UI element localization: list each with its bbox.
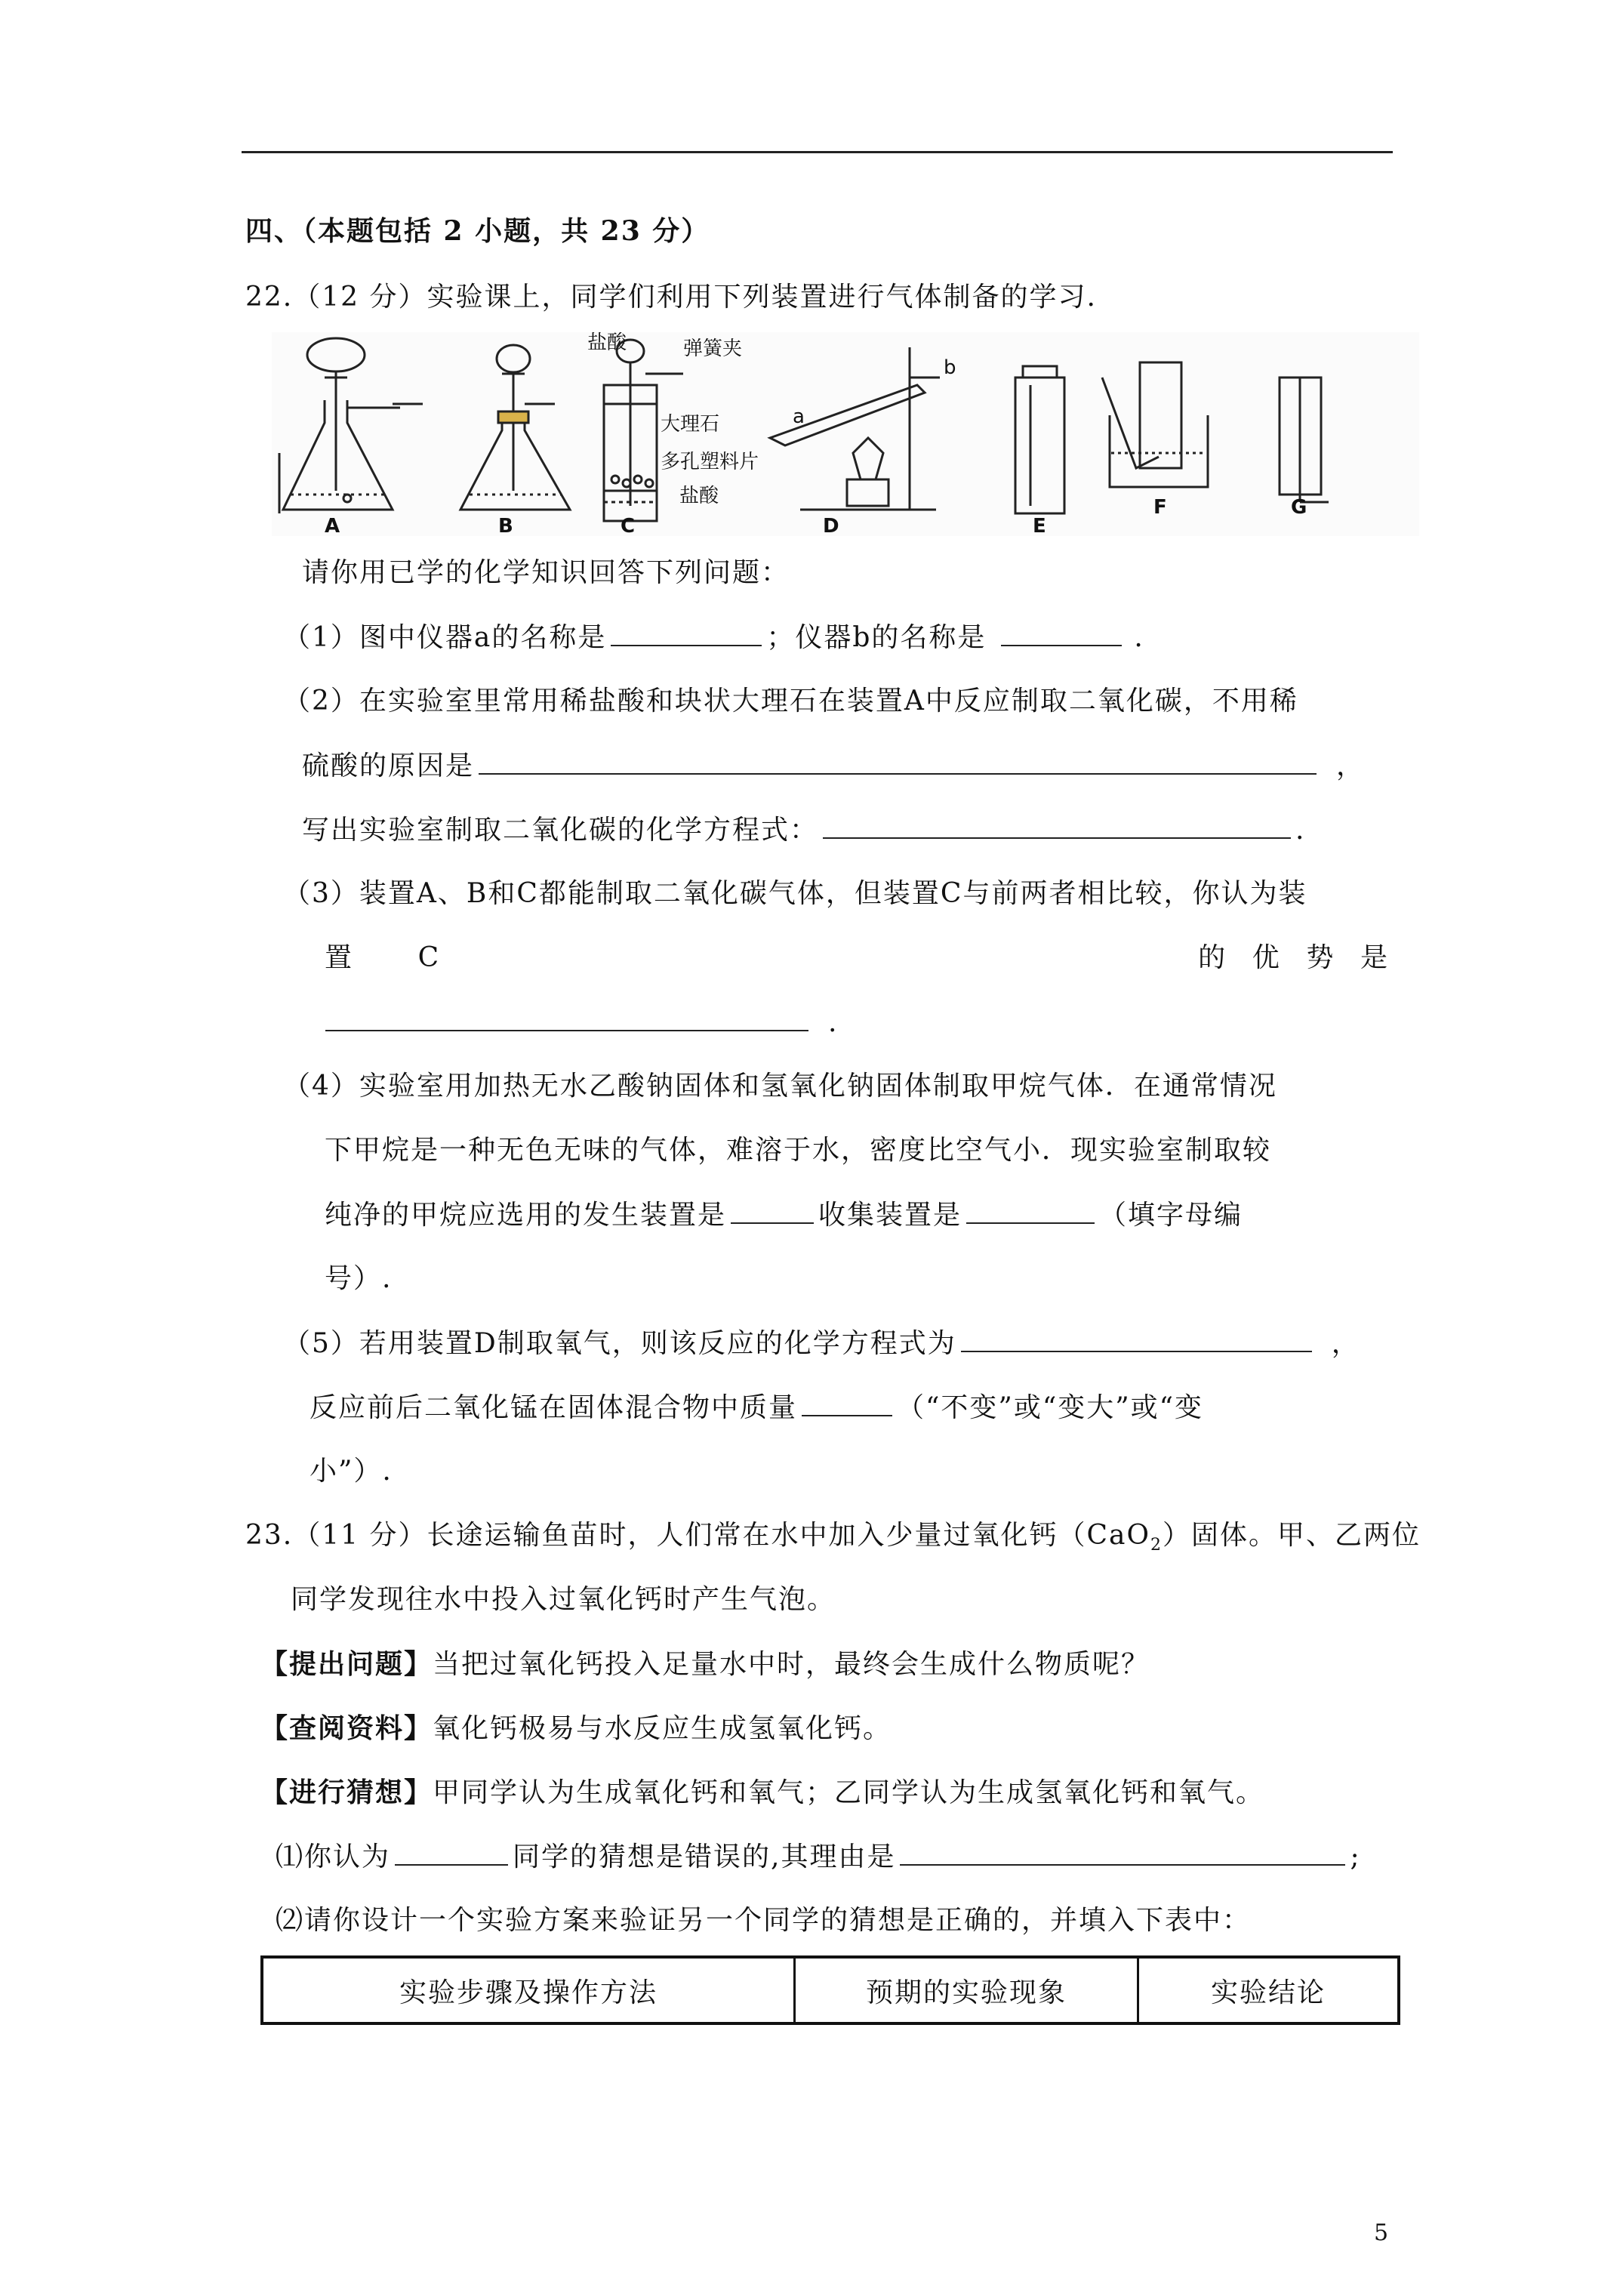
- label-porous-plate: 多孔塑料片: [661, 451, 759, 473]
- label-hcl-top: 盐酸: [587, 332, 627, 354]
- label-e: E: [1033, 515, 1046, 536]
- q22-part4-line1: （4）实验室用加热无水乙酸钠固体和氢氧化钠固体制取甲烷气体．在通常情况: [283, 1071, 1277, 1102]
- q22-part3-line2: 置 C 的 优 势 是: [325, 942, 1389, 973]
- label-instrument-b: b: [944, 356, 956, 379]
- answer-blank-collector[interactable]: [966, 1197, 1095, 1224]
- table-header-steps: 实验步骤及操作方法: [262, 1957, 795, 2023]
- q22-p3-end: .: [828, 1007, 839, 1038]
- q22-p4-text-c: （填字母编: [1099, 1200, 1243, 1231]
- q23-subscript: 2: [1150, 1536, 1163, 1555]
- q23-line1: [245, 1518, 1421, 1564]
- q23-hypothesis-label: 【进行猜想】: [260, 1777, 433, 1808]
- label-c: C: [621, 515, 636, 536]
- q23-line2: 同学发现往水中投入过氧化钙时产生气泡。: [291, 1584, 836, 1615]
- answer-blank-instrument-b[interactable]: [1001, 619, 1122, 646]
- q22-p2-end: ，: [1336, 750, 1366, 781]
- q23-sub1: [276, 1838, 1361, 1875]
- q22-part4-line3: [325, 1197, 1243, 1234]
- q22-part4-line2: 下甲烷是一种无色无味的气体，难溶于水，密度比空气小．现实验室制取较: [325, 1135, 1272, 1166]
- q22-p1-text-c: .: [1134, 622, 1144, 653]
- q23-s1-text-a: ⑴你认为: [276, 1841, 391, 1872]
- table-header-phenomenon: 预期的实验现象: [795, 1957, 1138, 2023]
- label-spring-clip: 弹簧夹: [683, 337, 743, 360]
- q23-reference-text: 氧化钙极易与水反应生成氢氧化钙。: [433, 1713, 892, 1744]
- label-b: B: [498, 515, 513, 536]
- q22-p1-text-b: ；仪器b的名称是: [766, 622, 987, 653]
- q22-p5-text-a: 反应前后二氧化锰在固体混合物中质量: [310, 1392, 798, 1423]
- q22-part5-line2: [310, 1389, 1203, 1426]
- answer-blank-generator[interactable]: [731, 1197, 814, 1224]
- q22-p5-text-b: （“不变”或“变大”或“变: [897, 1392, 1204, 1423]
- experiment-table: [260, 1955, 1400, 2025]
- q22-part2-line1: （2）在实验室里常用稀盐酸和块状大理石在装置A中反应制取二氧化碳，不用稀: [283, 686, 1298, 717]
- q23-text-b: ）固体。甲、乙两位: [1163, 1520, 1421, 1551]
- answer-blank-reason[interactable]: [479, 747, 1317, 775]
- q22-part4-line4: 号）.: [325, 1263, 393, 1294]
- q22-part2-line2: [302, 747, 1365, 784]
- q23-text-a: 23.（11 分）长途运输鱼苗时，人们常在水中加入少量过氧化钙（CaO: [245, 1520, 1151, 1551]
- q23-sub2: ⑵请你设计一个实验方案来验证另一个同学的猜想是正确的，并填入下表中：: [276, 1905, 1252, 1936]
- q22-part2-line3: [302, 812, 1305, 849]
- label-f: F: [1153, 496, 1167, 519]
- q22-intro: 22.（12 分）实验课上，同学们利用下列装置进行气体制备的学习.: [245, 282, 1097, 313]
- answer-blank-wrong-reason[interactable]: [900, 1838, 1345, 1866]
- q23-reference-label: 【查阅资料】: [260, 1712, 433, 1744]
- q22-p2-eq-text: 写出实验室制取二氧化碳的化学方程式：: [302, 815, 819, 846]
- q22-part5-line1: [283, 1325, 1360, 1362]
- q22-p4-text-a: 纯净的甲烷应选用的发生装置是: [325, 1200, 727, 1231]
- answer-blank-co2-equation[interactable]: [823, 812, 1291, 839]
- q23-hypothesis-text: 甲同学认为生成氧化钙和氧气；乙同学认为生成氢氧化钙和氧气。: [433, 1777, 1265, 1808]
- q23-question-text: 当把过氧化钙投入足量水中时，最终会生成什么物质呢？: [433, 1649, 1150, 1680]
- section-heading: 四、（本题包括 2 小题，共 23 分）: [245, 215, 710, 247]
- q22-part1: [283, 619, 1144, 656]
- q22-p4-text-b: 收集装置是: [818, 1200, 962, 1231]
- q22-part5-line3: 小”）.: [310, 1456, 393, 1487]
- label-hcl-bottom: 盐酸: [679, 485, 719, 507]
- label-a: A: [325, 515, 340, 536]
- q23-question: [260, 1646, 1150, 1683]
- q22-prompt: 请你用已学的化学知识回答下列问题：: [302, 557, 790, 588]
- q23-s1-end: ;: [1350, 1841, 1361, 1872]
- q22-p2-text: 硫酸的原因是: [302, 750, 475, 781]
- label-marble: 大理石: [661, 413, 720, 436]
- apparatus-figure: [272, 332, 1419, 536]
- q22-p1-text-a: （1）图中仪器a的名称是: [283, 622, 607, 653]
- answer-blank-o2-equation[interactable]: [961, 1325, 1312, 1352]
- q22-part3-line1: （3）装置A、B和C都能制取二氧化碳气体，但装置C与前两者相比较，你认为装: [283, 878, 1307, 909]
- label-g: G: [1291, 496, 1307, 519]
- q22-p2-eq-end: .: [1295, 815, 1306, 846]
- q23-s1-text-b: 同学的猜想是错误的,其理由是: [513, 1841, 896, 1872]
- q22-p5-end: ，: [1331, 1328, 1360, 1359]
- label-instrument-a: a: [793, 405, 805, 428]
- q22-p5-text: （5）若用装置D制取氧气，则该反应的化学方程式为: [283, 1328, 956, 1359]
- table-header-row: [262, 1957, 1399, 2023]
- answer-blank-instrument-a[interactable]: [611, 619, 762, 646]
- answer-blank-advantage[interactable]: [325, 1004, 808, 1031]
- q23-hypothesis: [260, 1774, 1264, 1811]
- label-d: D: [823, 515, 839, 536]
- q23-reference: [260, 1710, 892, 1747]
- q22-part3-line3: [321, 1004, 838, 1041]
- answer-blank-mno2-mass[interactable]: [802, 1389, 892, 1416]
- page-number: 5: [1374, 2220, 1389, 2246]
- table-header-conclusion: 实验结论: [1138, 1957, 1400, 2023]
- answer-blank-wrong-student[interactable]: [395, 1838, 508, 1866]
- q23-question-label: 【提出问题】: [260, 1648, 433, 1680]
- header-rule: [242, 151, 1393, 153]
